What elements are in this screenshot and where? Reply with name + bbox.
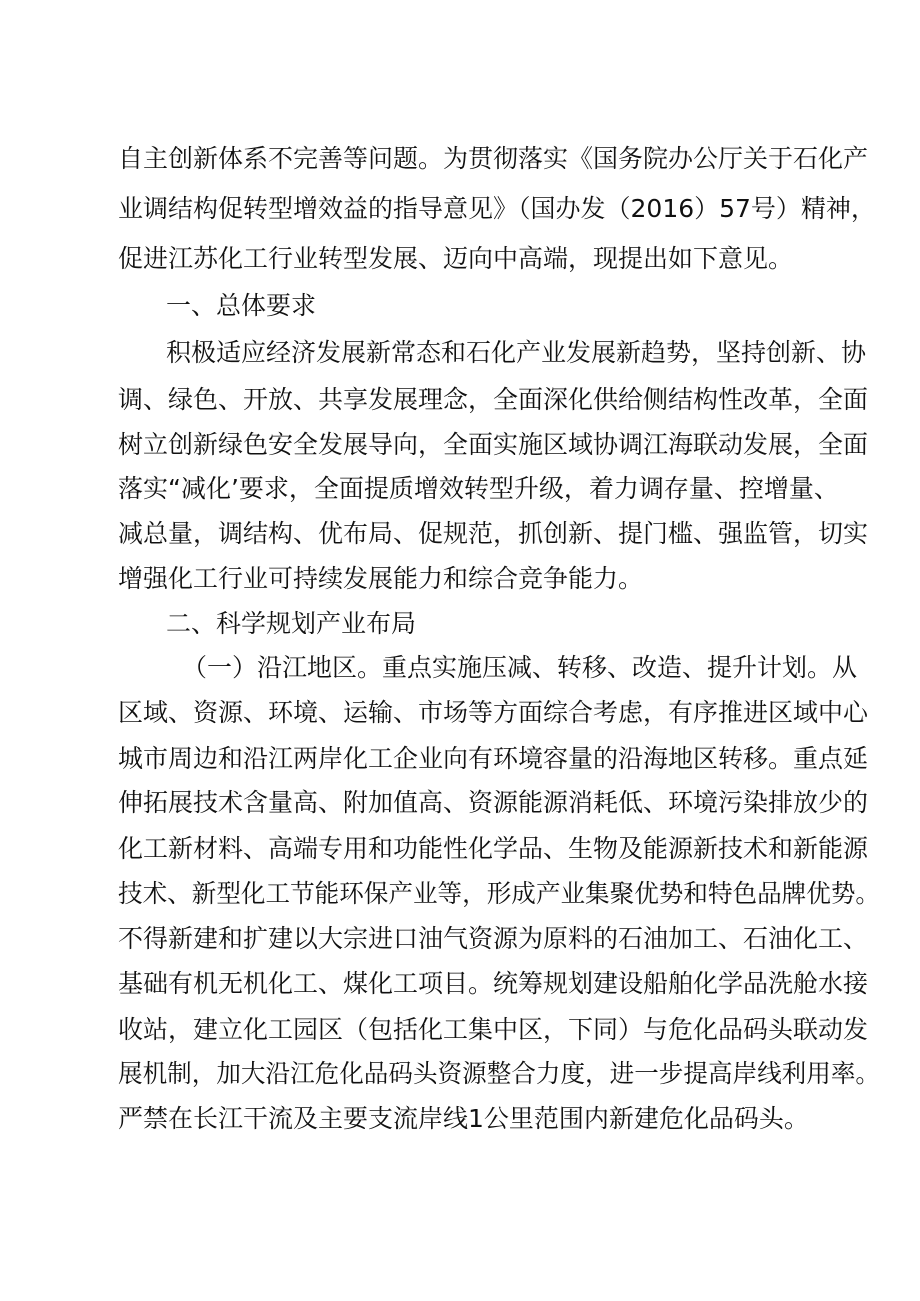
subsection-heading-line: （一）沿江地区。重点实施压减、转移、改造、提升计划。从 bbox=[182, 653, 858, 682]
section-heading: 二、科学规划产业布局 bbox=[166, 609, 417, 638]
body-text-line: 增强化工行业可持续发展能力和综合竞争能力。 bbox=[118, 564, 644, 593]
section-heading: 一、总体要求 bbox=[166, 291, 317, 320]
body-text-line: 基础有机无机化工、煤化工项目。统筹规划建设船舶化学品洗舱水接 bbox=[118, 969, 869, 998]
body-text-line: 自主创新体系不完善等问题。为贯彻落实《国务院办公厅关于石化产 bbox=[118, 144, 869, 173]
body-text-line: 业调结构促转型增效益的指导意见》（国办发（2016）57号）精神， bbox=[118, 194, 876, 223]
body-text-line: 化工新材料、高端专用和功能性化学品、生物及能源新技术和新能源 bbox=[118, 834, 869, 863]
body-text-line: 严禁在长江干流及主要支流岸线1公里范围内新建危化品码头。 bbox=[118, 1104, 809, 1133]
body-text-line: 收站，建立化工园区（包括化工集中区，下同）与危化品码头联动发 bbox=[118, 1015, 869, 1044]
body-text-line: 减总量，调结构、优布局、促规范，抓创新、提门槛、强监管，切实 bbox=[118, 519, 869, 548]
body-text-line: 树立创新绿色安全发展导向，全面实施区域协调江海联动发展，全面 bbox=[118, 430, 869, 459]
body-text-line: 区域、资源、环境、运输、市场等方面综合考虑，有序推进区域中心 bbox=[118, 698, 869, 727]
body-text-line: 调、绿色、开放、共享发展理念，全面深化供给侧结构性改革，全面 bbox=[118, 385, 869, 414]
body-text-line: 促进江苏化工行业转型发展、迈向中高端，现提出如下意见。 bbox=[118, 244, 794, 273]
body-text-line: 城市周边和沿江两岸化工企业向有环境容量的沿海地区转移。重点延 bbox=[118, 744, 869, 773]
body-text-line: 积极适应经济发展新常态和石化产业发展新趋势，坚持创新、协 bbox=[166, 338, 867, 367]
body-text-line: 技术、新型化工节能环保产业等，形成产业集聚优势和特色品牌优势。 bbox=[118, 879, 881, 908]
body-text-line: 落实“减化’要求，全面提质增效转型升级，着力调存量、控增量、 bbox=[118, 474, 839, 503]
body-text-line: 不得新建和扩建以大宗进口油气资源为原料的石油加工、石油化工、 bbox=[118, 924, 869, 953]
body-text-line: 伸拓展技术含量高、附加值高、资源能源消耗低、环境污染排放少的 bbox=[118, 788, 869, 817]
body-text-line: 展机制，加大沿江危化品码头资源整合力度，进一步提高岸线利用率。 bbox=[118, 1059, 881, 1088]
